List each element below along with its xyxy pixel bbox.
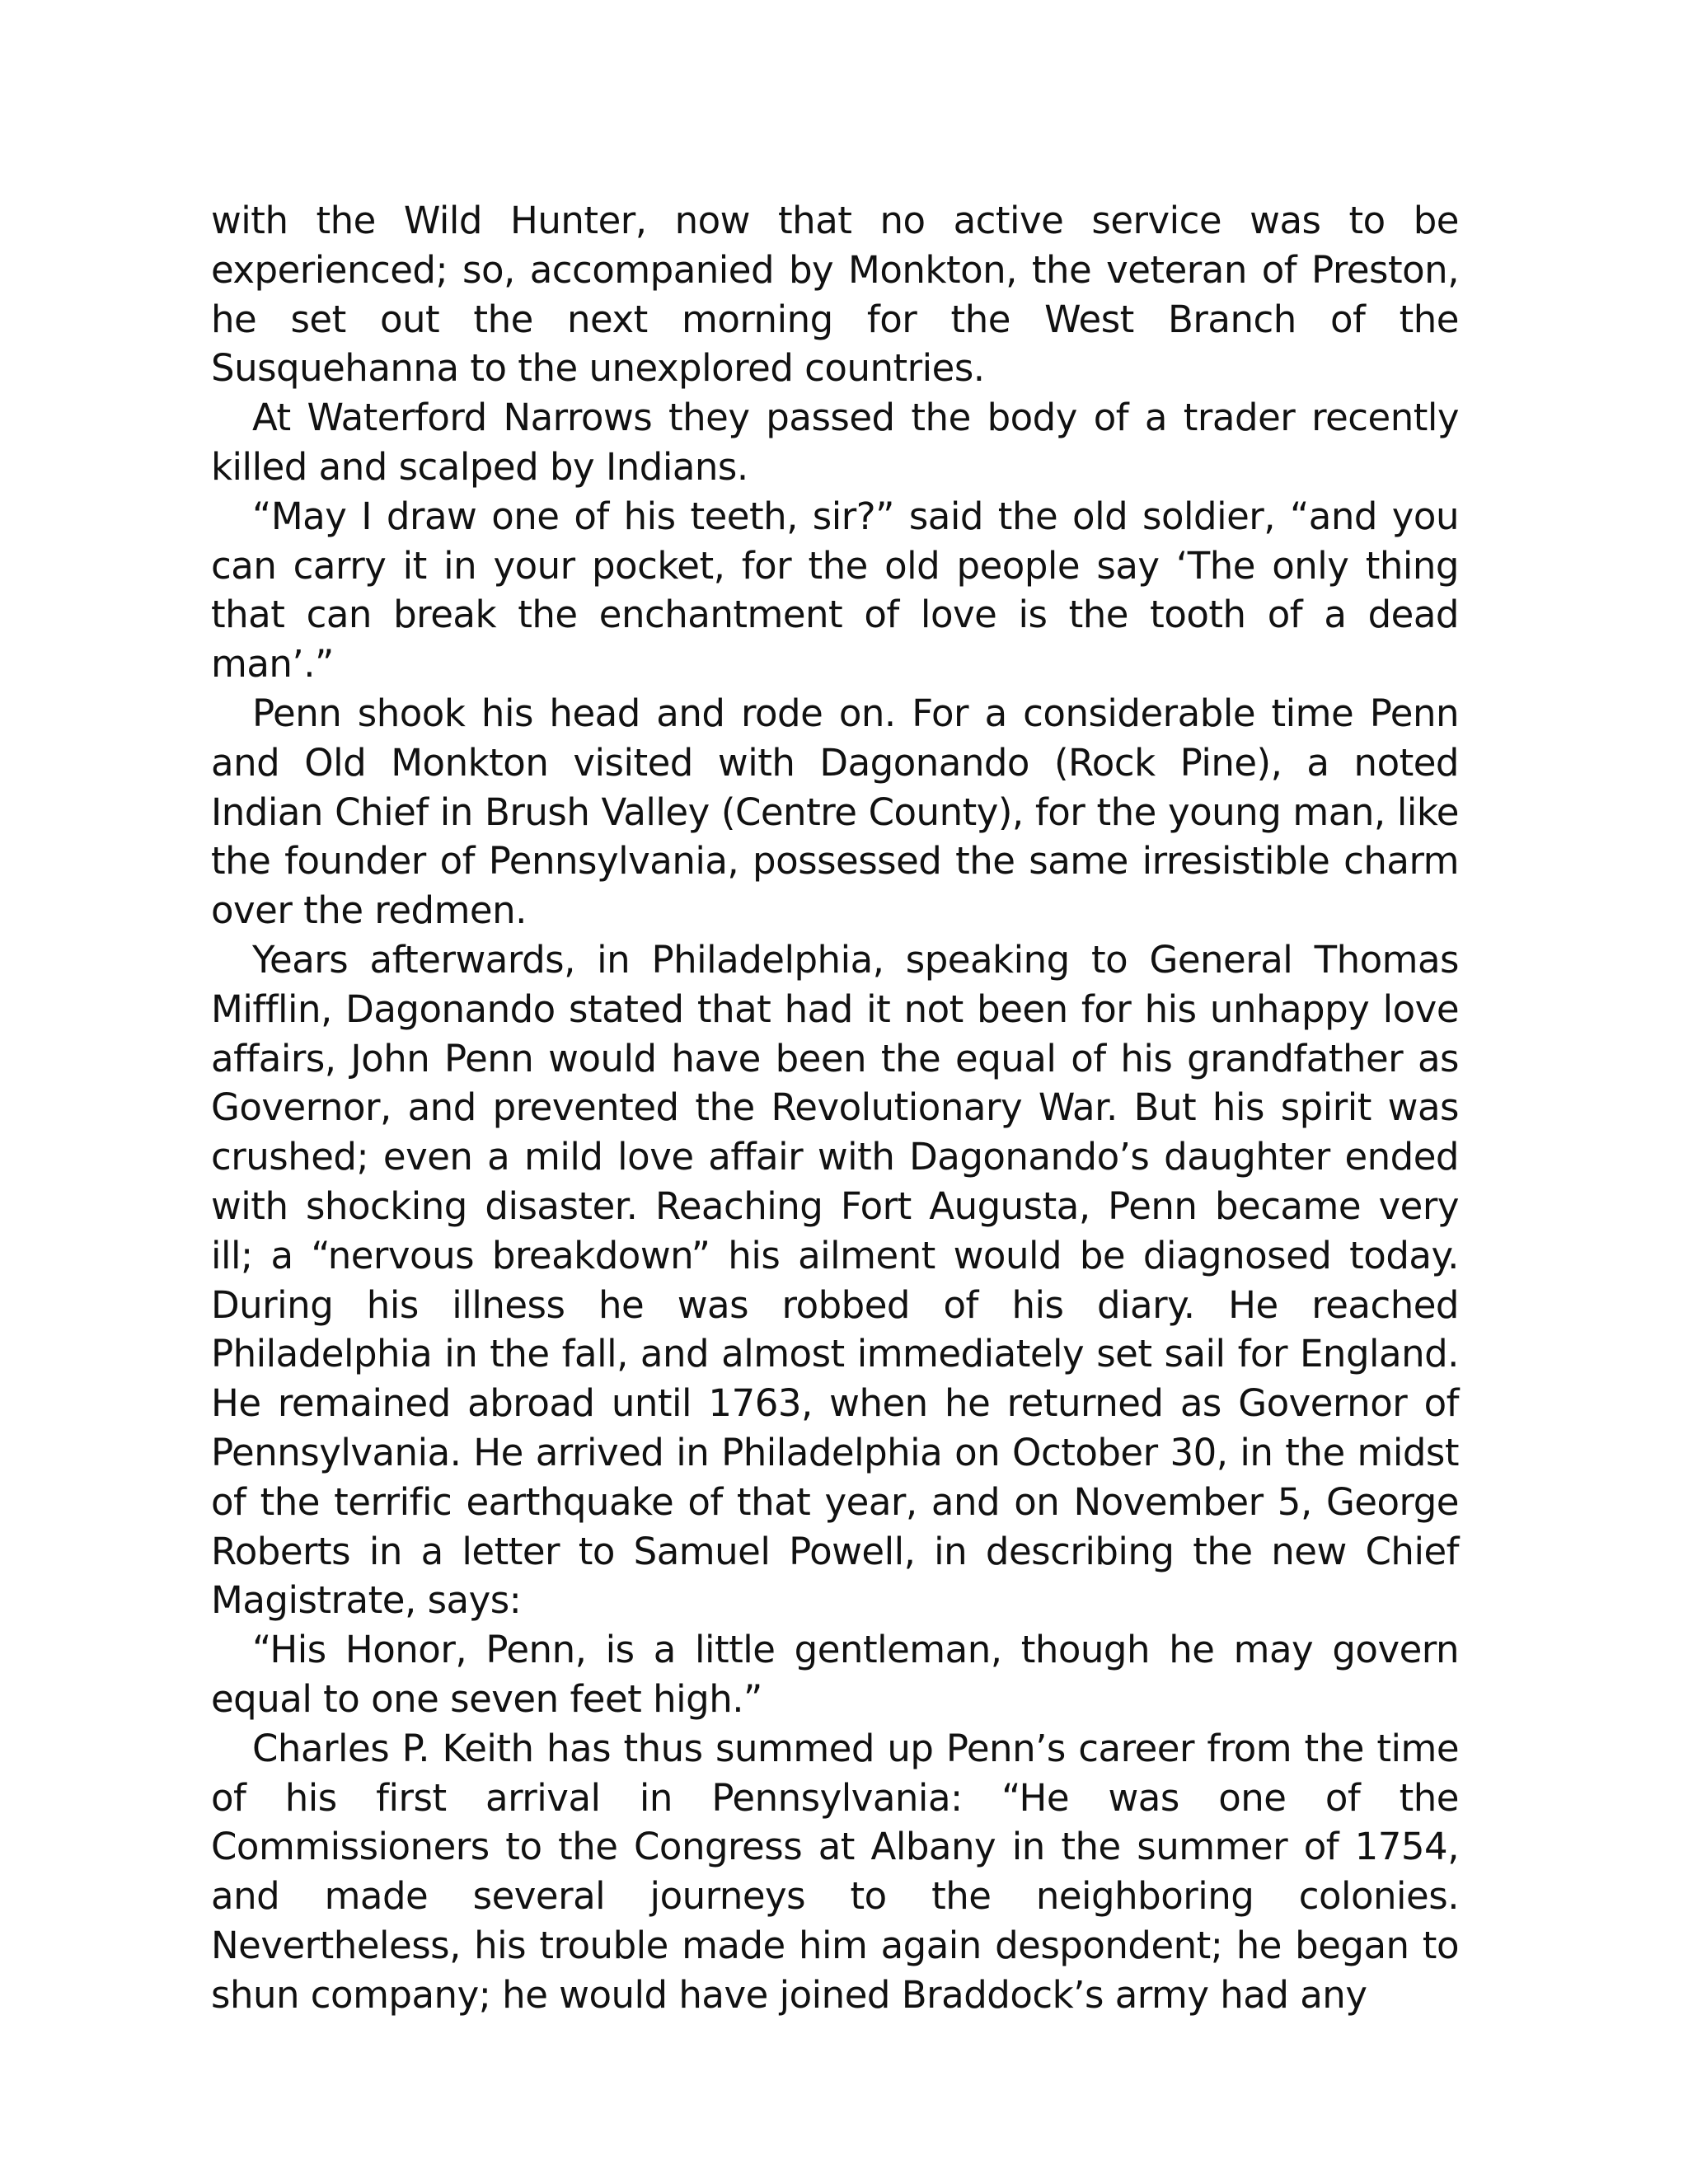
paragraph-6: “His Honor, Penn, is a little gentleman, though he may govern equal to one seven feet high.” (211, 1628, 1459, 1721)
paragraph-5: Years afterwards, in Philadelphia, speaking to General Thomas Mifflin, Dagonando stated that had it not been for his unhappy love affairs, John Penn would have been the equal of his grandfather as Governor, and prevented the Revolutionary War. But his spirit was crushed; even a mild love affair with Dagonando’s daughter ended with shocking disaster. Reaching Fort Augusta, Penn became very ill; a “nervous breakdown” his ailment would be diagnosed today. During his illness he was robbed of his diary. He reached Philadelphia in the fall, and almost immediately set sail for England. He remained abroad until 1763, when he returned as Governor of Pennsylvania. He arrived in Philadelphia on October 30, in the midst of the terrific earthquake of that year, and on November 5, George Roberts in a letter to Samuel Powell, in describing the new Chief Magistrate, says: (211, 937, 1459, 1623)
page-text (211, 196, 1459, 2019)
paragraph-1: with the Wild Hunter, now that no active service was to be experienced; so, accompanied by Monkton, the veteran of Preston, he set out the next morning for the West Branch of the Susquehanna to the unexplored countries. (211, 199, 1459, 391)
paragraph-3: “May I draw one of his teeth, sir?” said the old soldier, “and you can carry it in your pocket, for the old people say ‘The only thing that can break the enchantment of love is the tooth of a dead man’.” (211, 494, 1459, 687)
paragraph-2: At Waterford Narrows they passed the body of a trader recently killed and scalped by Indians. (211, 396, 1459, 489)
paragraph-7: Charles P. Keith has thus summed up Penn’s career from the time of his first arrival in Pennsylvania: “He was one of the Commissioners to the Congress at Albany in the summer of 1754, and made several journeys to the neighboring colonies. Nevertheless, his trouble made him again despondent; he began to shun company; he would have joined Braddock’s army had any (211, 1726, 1459, 2017)
paragraph-4: Penn shook his head and rode on. For a considerable time Penn and Old Monkton visited with Dagonando (Rock Pine), a noted Indian Chief in Brush Valley (Centre County), for the young man, like the founder of Pennsylvania, possessed the same irresistible charm over the redmen. (211, 691, 1459, 933)
